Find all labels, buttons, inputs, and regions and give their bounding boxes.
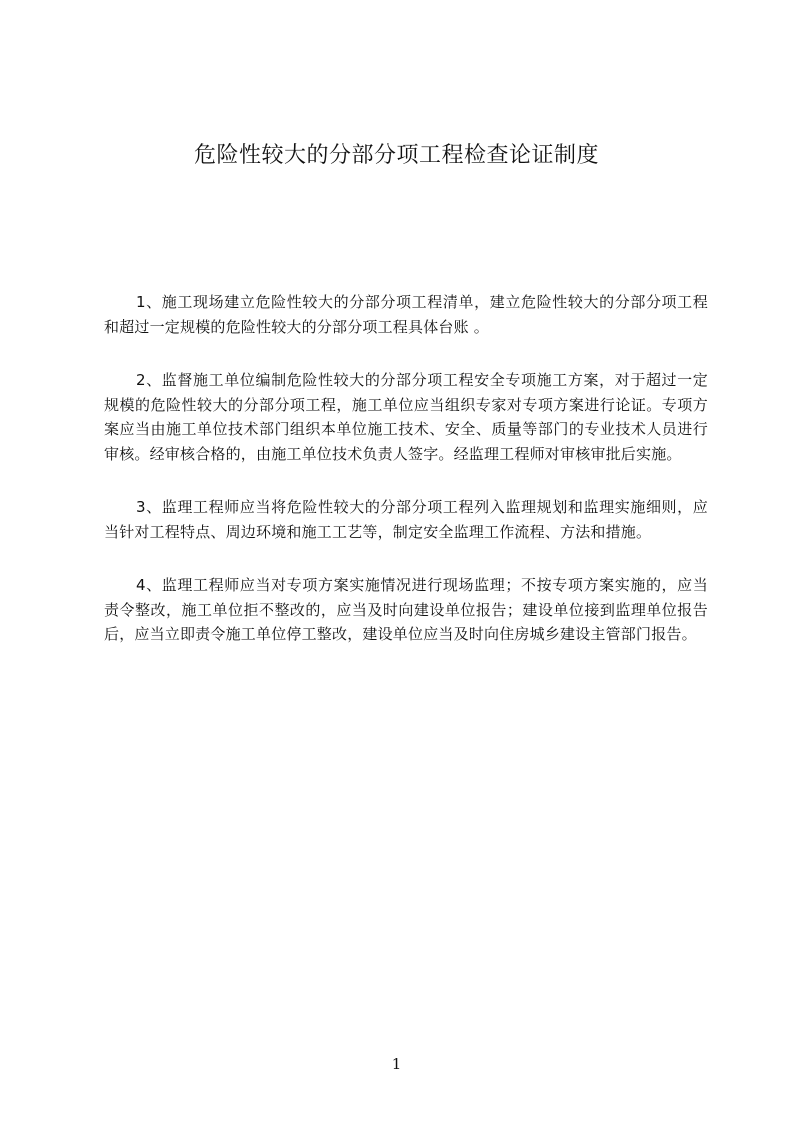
document-body [104, 290, 708, 676]
paragraph-3: 3、监理工程师应当将危险性较大的分部分项工程列入监理规划和监理实施细则，应当针对工程特点、周边环境和施工工艺等，制定安全监理工作流程、方法和措施。 [104, 498, 708, 541]
paragraph-4: 4、监理工程师应当对专项方案实施情况进行现场监理；不按专项方案实施的，应当责令整改，施工单位拒不整改的，应当及时向建设单位报告；建设单位接到监理单位报告后，应当立即责令施工单位停工整改，建设单位应当及时向住房城乡建设主管部门报告。 [104, 576, 708, 643]
paragraph-1: 1、施工现场建立危险性较大的分部分项工程清单，建立危险性较大的分部分项工程和超过一定规模的危险性较大的分部分项工程具体台账 。 [104, 293, 708, 336]
document-title: 危险性较大的分部分项工程检查论证制度 [193, 143, 599, 168]
paragraph-2: 2、监督施工单位编制危险性较大的分部分项工程安全专项施工方案，对于超过一定规模的危险性较大的分部分项工程，施工单位应当组织专家对专项方案进行论证。专项方案应当由施工单位技术部门组织本单位施工技术、安全、质量等部门的专业技术人员进行审核。经审核合格的，由施工单位技术负责人签字。经监理工程师对审核审批后实施。 [104, 371, 708, 463]
page-number: 1 [391, 1055, 402, 1073]
